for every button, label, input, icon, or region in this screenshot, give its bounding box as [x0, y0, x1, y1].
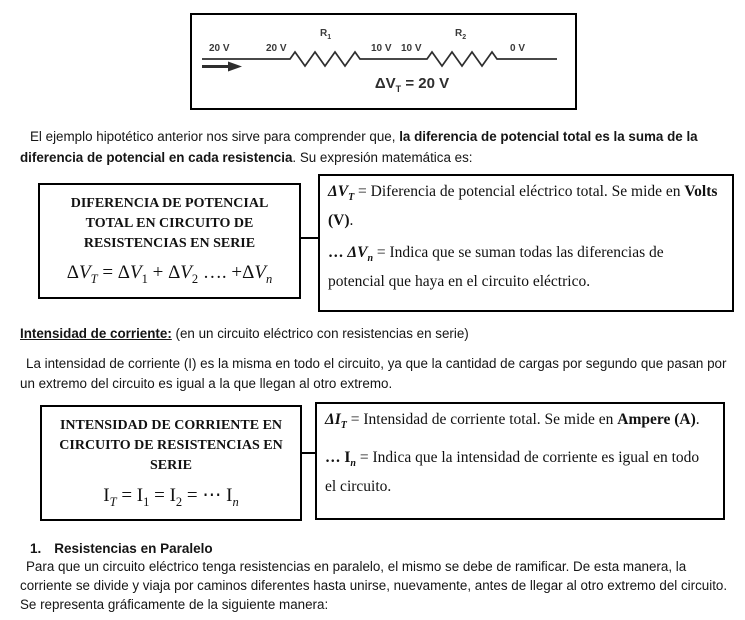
voltage-rule-box — [38, 183, 301, 299]
voltage-label-after-r1: 10 V — [371, 43, 392, 54]
voltage-label-before-r1: 20 V — [266, 43, 287, 54]
resistor-label-r1: $R_1$ — [320, 28, 332, 41]
resistor-label-r2: $R_2$ — [455, 28, 467, 41]
connector-line-voltage — [299, 237, 318, 239]
total-voltage-label: $\Delta V_T = 20$ V — [374, 75, 450, 94]
intro-paragraph: El ejemplo hipotético anterior nos sirve para comprender que, la diferencia de potencial total es la suma de la diferencia de potencial en cada resistencia. Su expresión matemática es: — [20, 129, 698, 165]
voltage-definition-box — [318, 174, 734, 312]
definition-vt: $\Delta V_T$ = Diferencia de potencial eléctrico total. Se mide en Volts (V). — [328, 183, 718, 230]
current-rule-box — [40, 405, 302, 521]
connector-line-current — [300, 452, 315, 454]
definition-vn: … $\Delta V_n$ = Indica que se suman todas las diferencias de potencial que haya en el circuito eléctrico. — [328, 244, 664, 291]
circuit-wire — [202, 52, 557, 66]
voltage-label-end: 0 V — [510, 43, 526, 54]
current-definition-box — [315, 402, 725, 520]
current-rule-formula: $I_T = I_1 = I_2$ = ⋯ $I_n$ — [103, 485, 239, 509]
parallel-heading — [30, 541, 213, 557]
current-paragraph: La intensidad de corriente (I) es la misma en todo el circuito, ya que la cantidad de cargas por segundo que pasan por un extremo del circuito es igual a la que llegan al otro extremo. — [20, 356, 727, 391]
voltage-rule-title: DIFERENCIA DE POTENCIAL TOTAL EN CIRCUITO DE RESISTENCIAS EN SERIE — [70, 196, 269, 251]
current-rule-title: INTENSIDAD DE CORRIENTE EN CIRCUITO DE RESISTENCIAS EN SERIE — [59, 418, 283, 473]
current-arrow-head — [228, 62, 242, 72]
parallel-paragraph: Para que un circuito eléctrico tenga resistencias en paralelo, el mismo se debe de ramificar. De esta manera, la corriente se divide y viaja por caminos diferentes hasta unirse, nuevamente, antes de llegar al otro extremo del circuito. Se representa gráficamente de la siguiente manera: — [20, 559, 728, 612]
voltage-label-before-r2: 10 V — [401, 43, 422, 54]
definition-in: … $I_n$ = Indica que la intensidad de corriente es igual en todo el circuito. — [325, 449, 700, 496]
parallel-heading-number: 1. — [30, 541, 42, 556]
voltage-label-source: 20 V — [209, 43, 230, 54]
parallel-heading-label: Resistencias en Paralelo — [54, 541, 213, 556]
current-section-heading: Intensidad de corriente: (en un circuito eléctrico con resistencias en serie) — [20, 326, 469, 341]
circuit-figure — [190, 13, 577, 110]
voltage-rule-formula: $\Delta V_T = \Delta V_1 + \Delta V_2$ …. $+\Delta V_n$ — [66, 262, 273, 286]
definition-it: $\Delta I_T$ = Intensidad de corriente total. Se mide en Ampere (A). — [325, 411, 700, 432]
